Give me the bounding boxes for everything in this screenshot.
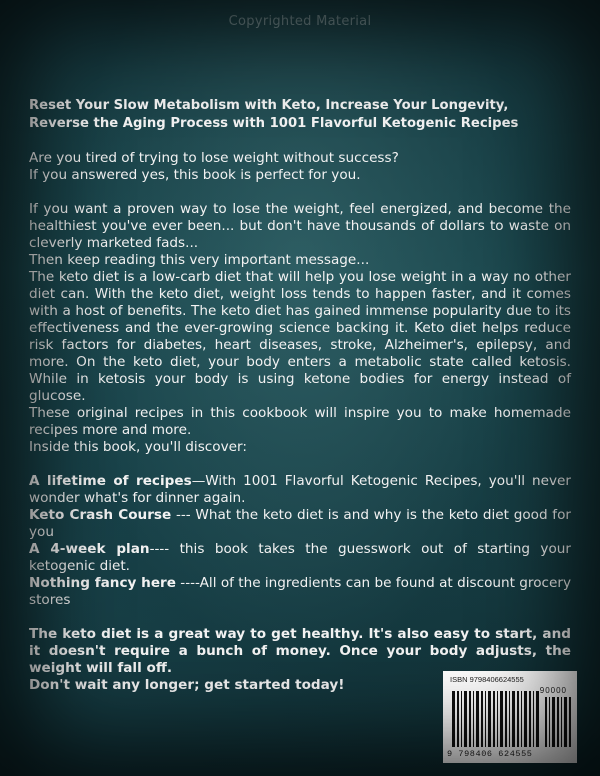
addon-barcode-bars	[545, 697, 573, 747]
body-paragraph-3: The keto diet is a low-carb diet that will help you lose weight in a way no other diet can. With the keto diet, weight loss tends to happen faster, and it comes with a host of benefits. The keto diet has gained immense popularity due to its effectiveness and the ever-growing science backing it. Keto diet helps reduce risk factors for diabetes, heart diseases, stroke, Alzheimer's, epilepsy, and more. On the keto diet, your body enters a metabolic state called ketosis. While in ketosis your body is using ketone bodies for energy instead of glucose.	[29, 269, 571, 404]
intro-line-1: Are you tired of trying to lose weight without success?	[29, 150, 399, 166]
feature-item	[29, 473, 571, 507]
body-paragraph-5: Inside this book, you'll discover:	[29, 439, 247, 455]
call-to-action: Don't wait any longer; get started today!	[29, 677, 345, 693]
headline: Reset Your Slow Metabolism with Keto, Increase Your Longevity, Reverse the Aging Process with 1001 Flavorful Ketogenic Recipes	[29, 98, 519, 131]
feature-title: A 4-week plan	[29, 541, 150, 557]
barcode-bars	[452, 691, 542, 747]
feature-title: Nothing fancy here	[29, 575, 176, 591]
cover-text	[29, 97, 571, 694]
intro-line-2: If you answered yes, this book is perfect for you.	[29, 167, 361, 183]
feature-title: A lifetime of recipes	[29, 473, 192, 489]
isbn-barcode	[443, 671, 577, 763]
body-paragraph-4: These original recipes in this cookbook will inspire you to make homemade recipes more and more.	[29, 405, 571, 438]
feature-item	[29, 507, 571, 541]
feature-item	[29, 575, 571, 609]
feature-text: —With 1001 Flavorful Ketogenic Recipes, you'll never wonder what's for dinner again.	[29, 473, 571, 506]
feature-text: ---- this book takes the guesswork out of starting your ketogenic diet.	[29, 541, 571, 574]
feature-text: --- What the keto diet is and why is the keto diet good for you	[29, 507, 571, 540]
price-code: 90000	[539, 686, 567, 695]
feature-title: Keto Crash Course	[29, 507, 172, 523]
body-paragraph-1: If you want a proven way to lose the weight, feel energized, and become the healthiest you've ever been... but don't have thousands of dollars to waste on cleverly marketed fads...	[29, 201, 571, 251]
feature-text: ----All of the ingredients can be found at discount grocery stores	[29, 575, 571, 608]
watermark: Copyrighted Material	[228, 14, 372, 29]
feature-item	[29, 541, 571, 575]
isbn-label: ISBN 9798406624555	[450, 675, 524, 684]
closing-paragraph: The keto diet is a great way to get healthy. It's also easy to start, and it doesn't require a bunch of money. Once your body adjusts, the weight will fall off.	[29, 626, 571, 676]
body-paragraph-2: Then keep reading this very important message...	[29, 252, 370, 268]
isbn-digits: 9 798406 624555	[447, 749, 533, 759]
